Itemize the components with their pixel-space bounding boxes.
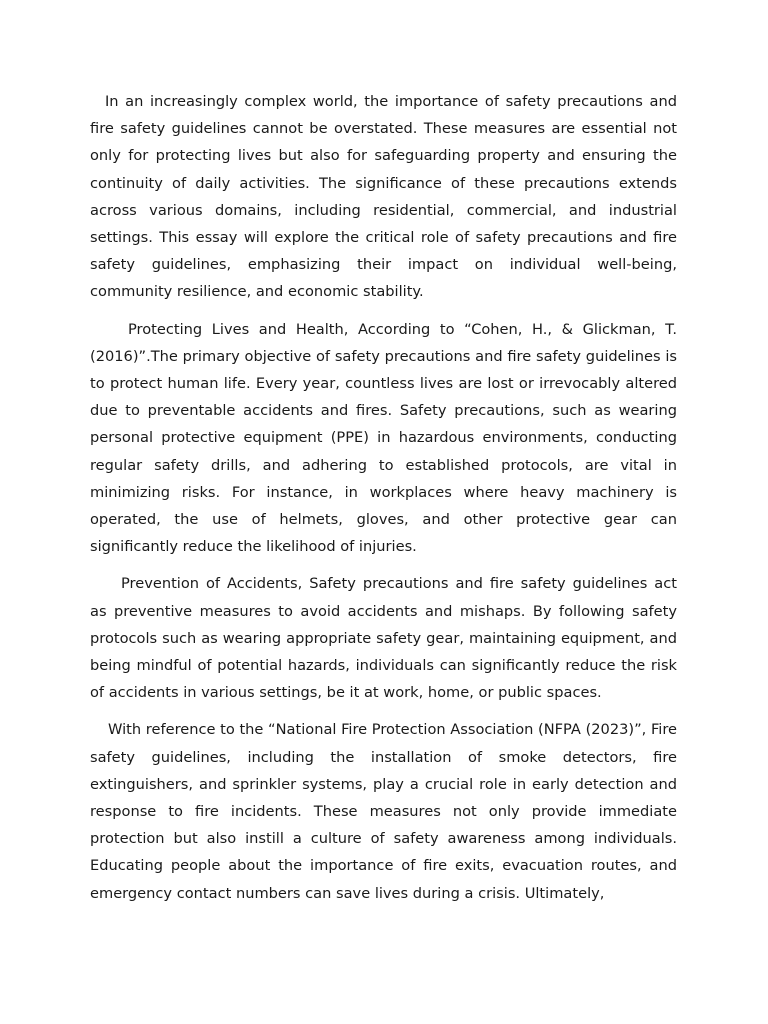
paragraph-fire-safety-guidelines: With reference to the “National Fire Protection Association (NFPA (2023)”, Fire safety guidelines, including the installation of smoke detectors, fire extinguishers, and sprinkler systems, play a crucial role in early detection and response to fire incidents. These measures not only provide immediate protection but also instill a culture of safety awareness among individuals. Educating people about the importance of fire exits, evacuation routes, and emergency contact numbers can save lives during a crisis. Ultimately, bbox=[90, 721, 677, 902]
paragraph-introduction: In an increasingly complex world, the importance of safety precautions and fire safety guidelines cannot be overstated. These measures are essential not only for protecting lives but also for safeguarding property and ensuring the continuity of daily activities. The significance of these precautions extends across various domains, including residential, commercial, and industrial settings. This essay will explore the critical role of safety precautions and fire safety guidelines, emphasizing their impact on individual well-being, community resilience, and economic stability. bbox=[90, 93, 677, 301]
document-body bbox=[90, 88, 677, 917]
paragraph-protecting-lives: Protecting Lives and Health, According to “Cohen, H., & Glickman, T. (2016)”.The primary objective of safety precautions and fire safety guidelines is to protect human life. Every year, countless lives are lost or irrevocably altered due to preventable accidents and fires. Safety precautions, such as wearing personal protective equipment (PPE) in hazardous environments, conducting regular safety drills, and adhering to established protocols, are vital in minimizing risks. For instance, in workplaces where heavy machinery is operated, the use of helmets, gloves, and other protective gear can significantly reduce the likelihood of injuries. bbox=[90, 320, 677, 556]
paragraph-prevention-of-accidents: Prevention of Accidents, Safety precautions and fire safety guidelines act as preventive measures to avoid accidents and mishaps. By following safety protocols such as wearing appropriate safety gear, maintaining equipment, and being mindful of potential hazards, individuals can significantly reduce the risk of accidents in various settings, be it at work, home, or public spaces. bbox=[90, 575, 677, 702]
